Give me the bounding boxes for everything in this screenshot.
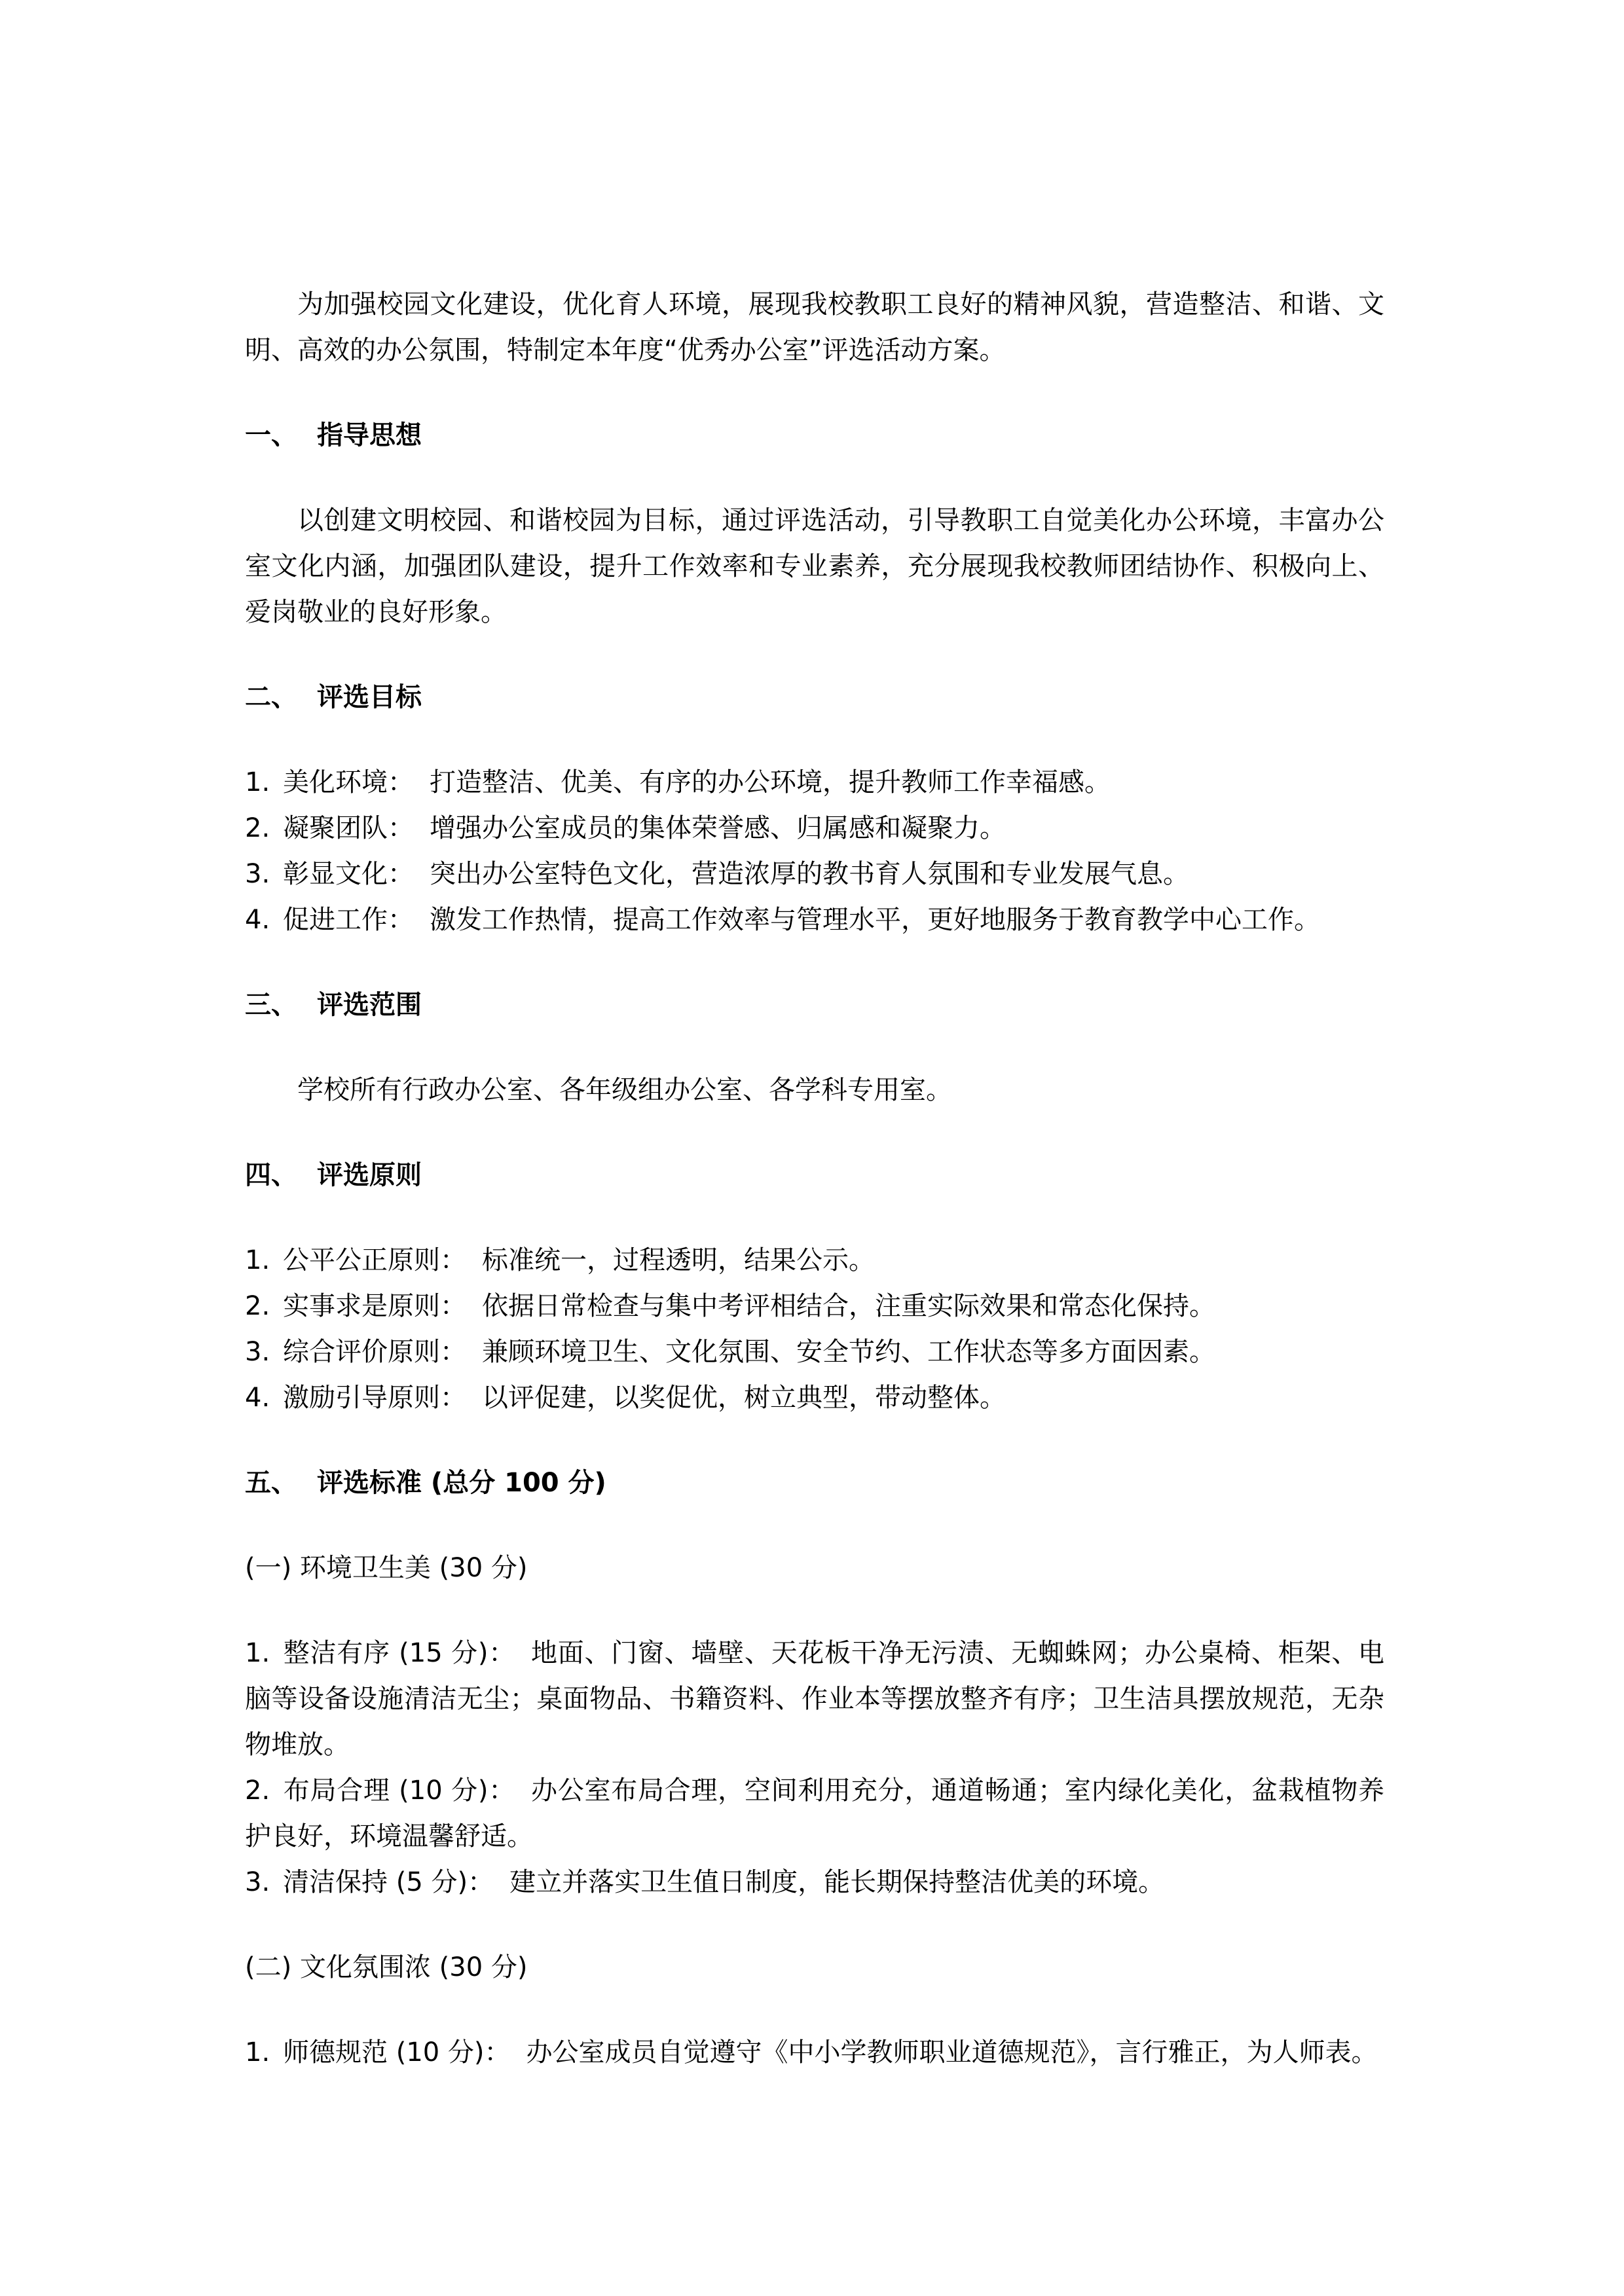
item-text: 建立并落实卫生值日制度，能长期保持整洁优美的环境。 xyxy=(509,1867,1165,1897)
section-number: 五、 xyxy=(245,1468,297,1498)
item-label: 激励引导原则： xyxy=(283,1383,466,1413)
intro-paragraph: 为加强校园文化建设，优化育人环境，展现我校教职工良好的精神风貌，营造整洁、和谐、文明、高效的办公氛围，特制定本年度“优秀办公室”评选活动方案。 xyxy=(245,289,1384,365)
section-heading-4 xyxy=(245,1152,1384,1198)
item-number: 3. xyxy=(245,859,270,889)
item-number: 2. xyxy=(245,1776,270,1806)
section-title: 评选范围 xyxy=(317,990,422,1020)
list-item xyxy=(245,1859,1384,1905)
item-label: 凝聚团队： xyxy=(283,813,414,843)
section-heading-2 xyxy=(245,674,1384,720)
section-heading-5 xyxy=(245,1460,1384,1506)
subsection-heading: (一) 环境卫生美 (30 分) xyxy=(245,1553,528,1583)
section-title: 评选标准 (总分 100 分) xyxy=(317,1468,606,1498)
item-number: 2. xyxy=(245,1291,270,1321)
section-paragraph: 以创建文明校园、和谐校园为目标，通过评选活动，引导教职工自觉美化办公环境，丰富办公室文化内涵，加强团队建设，提升工作效率和专业素养，充分展现我校教师团结协作、积极向上、爱岗敬业的良好形象。 xyxy=(245,505,1384,627)
item-text: 以评促建，以奖促优，树立典型，带动整体。 xyxy=(482,1383,1006,1413)
section-title: 评选原则 xyxy=(317,1160,422,1190)
item-text: 增强办公室成员的集体荣誉感、归属感和凝聚力。 xyxy=(430,813,1006,843)
subsection-heading: (二) 文化氛围浓 (30 分) xyxy=(245,1952,528,1982)
item-number: 4. xyxy=(245,905,270,935)
item-label: 整洁有序 (15 分)： xyxy=(283,1638,515,1668)
item-number: 4. xyxy=(245,1383,270,1413)
item-label: 清洁保持 (5 分)： xyxy=(283,1867,494,1897)
item-label: 实事求是原则： xyxy=(283,1291,466,1321)
list-item xyxy=(245,1329,1384,1375)
item-label: 师德规范 (10 分)： xyxy=(283,2037,511,2068)
item-number: 1. xyxy=(245,2037,270,2068)
item-text: 打造整洁、优美、有序的办公环境，提升教师工作幸福感。 xyxy=(430,767,1111,797)
list-item xyxy=(245,2030,1384,2075)
list-item xyxy=(245,1283,1384,1329)
section-title: 评选目标 xyxy=(317,682,422,712)
list-item xyxy=(245,1768,1384,1859)
list-item xyxy=(245,805,1384,851)
item-number: 3. xyxy=(245,1337,270,1367)
list xyxy=(245,2030,1384,2075)
item-text: 标准统一，过程透明，结果公示。 xyxy=(482,1245,875,1275)
item-number: 1. xyxy=(245,1638,270,1668)
item-label: 促进工作： xyxy=(283,905,414,935)
section-heading-3 xyxy=(245,982,1384,1028)
item-label: 彰显文化： xyxy=(283,859,414,889)
list xyxy=(245,759,1384,943)
section-number: 二、 xyxy=(245,682,297,712)
item-number: 3. xyxy=(245,1867,270,1897)
item-text: 办公室布局合理，空间利用充分，通道畅通；室内绿化美化，盆栽植物养护良好，环境温馨舒适。 xyxy=(245,1776,1384,1851)
document-body xyxy=(245,282,1384,2075)
list-item xyxy=(245,1630,1384,1768)
section-title: 指导思想 xyxy=(317,420,422,450)
item-number: 1. xyxy=(245,767,270,797)
section-heading-1 xyxy=(245,412,1384,458)
item-text: 依据日常检查与集中考评相结合，注重实际效果和常态化保持。 xyxy=(482,1291,1215,1321)
list-item xyxy=(245,851,1384,897)
item-text: 兼顾环境卫生、文化氛围、安全节约、工作状态等多方面因素。 xyxy=(482,1337,1215,1367)
list xyxy=(245,1237,1384,1421)
list-item xyxy=(245,1375,1384,1421)
item-text: 地面、门窗、墙壁、天花板干净无污渍、无蜘蛛网；办公桌椅、柜架、电脑等设备设施清洁无尘；桌面物品、书籍资料、作业本等摆放整齐有序；卫生洁具摆放规范，无杂物堆放。 xyxy=(245,1638,1384,1760)
list-item xyxy=(245,759,1384,805)
item-label: 综合评价原则： xyxy=(283,1337,466,1367)
item-number: 2. xyxy=(245,813,270,843)
item-label: 布局合理 (10 分)： xyxy=(283,1776,515,1806)
item-text: 突出办公室特色文化，营造浓厚的教书育人氛围和专业发展气息。 xyxy=(430,859,1189,889)
section-number: 四、 xyxy=(245,1160,297,1190)
section-number: 三、 xyxy=(245,990,297,1020)
list-item xyxy=(245,897,1384,943)
section-paragraph: 学校所有行政办公室、各年级组办公室、各学科专用室。 xyxy=(297,1075,952,1105)
list-item xyxy=(245,1237,1384,1283)
list xyxy=(245,1630,1384,1905)
item-label: 美化环境： xyxy=(283,767,414,797)
item-text: 激发工作热情，提高工作效率与管理水平，更好地服务于教育教学中心工作。 xyxy=(430,905,1320,935)
section-number: 一、 xyxy=(245,420,297,450)
item-text: 办公室成员自觉遵守《中小学教师职业道德规范》，言行雅正，为人师表。 xyxy=(526,2037,1378,2068)
item-number: 1. xyxy=(245,1245,270,1275)
item-label: 公平公正原则： xyxy=(283,1245,466,1275)
